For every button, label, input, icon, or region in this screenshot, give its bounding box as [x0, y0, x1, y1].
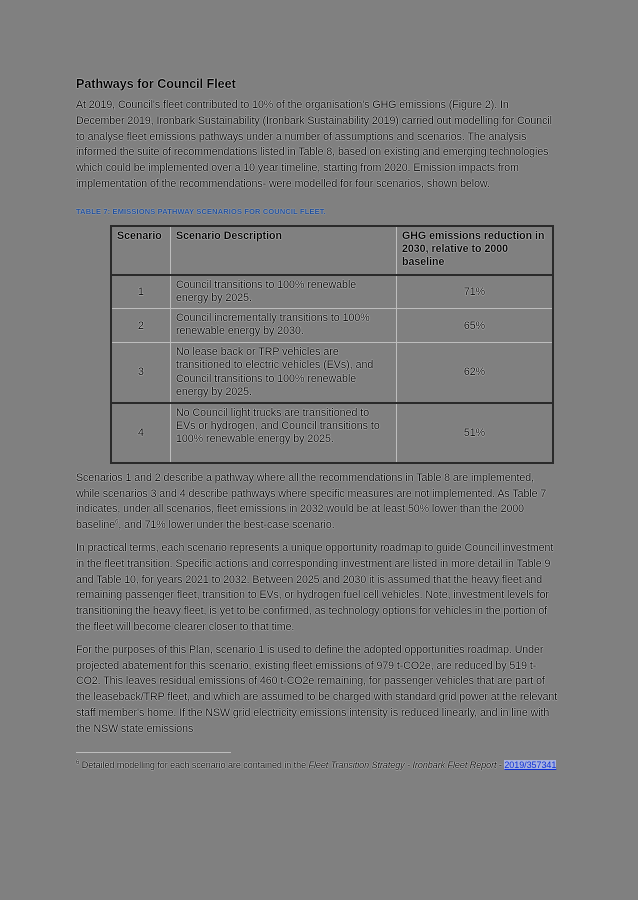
cell-reduction: 51% — [397, 403, 554, 463]
document-page — [76, 76, 560, 771]
paragraph-practical: In practical terms, each scenario represents a unique opportunity roadmap to guide Council investment in the fleet transition. Specific actions and corresponding investment are listed in more detail in Table 9 and Table 10, for years 2021 to 2032. Between 2025 and 2030 it is assumed that the heavy fleet and remaining passenger fleet, transition to EVs, or hydrogen fuel cell vehicles. Note, investment levels for transitioning the heavy fleet, is yet to be confirmed, as technology options for vehicles in the portion of the fleet will become clearer closer to that time. — [76, 541, 554, 633]
cell-reduction: 71% — [397, 275, 554, 309]
footnote-reference[interactable]: 6 — [115, 519, 119, 526]
paragraph-scenarios — [76, 471, 560, 534]
paragraph-intro: At 2019, Council's fleet contributed to 10% of the organisation's GHG emissions (Figure 2). In December 2019, Ironbark Sustainability (Ironbark Sustainability 2019) carried out modelling for Council to analyse fleet emissions pathways under a number of assumptions and scenarios. The analysis informed the suite of recommendations listed in Table 8, based on existing and emerging technologies which could be implemented over a 10 year timeline, starting from 2020. Emission impacts from implementation of the recommendations- were modelled for four scenarios, shown below. — [76, 99, 552, 190]
cell-description: Council transitions to 100% renewable energy by 2025. — [171, 275, 397, 309]
scenarios-text-a: Scenarios 1 and 2 describe a pathway where all the recommendations in Table 8 are implemented, while scenarios 3 and 4 describe pathways where specific measures are not implemented. As Table 7 indicates, under all scenarios, fleet emissions in 2032 would be at least 50% lower than the 2000 baseline — [76, 471, 547, 532]
scenarios-text-b: , and 71% lower under the best-case scenario. — [118, 519, 335, 532]
cell-scenario: 2 — [111, 309, 171, 343]
cell-description: No Council light trucks are transitioned to EVs or hydrogen, and Council transitions to 100% renewable energy by 2025. — [171, 403, 397, 463]
section-heading: Pathways for Council Fleet — [76, 77, 236, 91]
footnote-separator: - — [496, 759, 505, 770]
footnote — [76, 759, 560, 772]
header-description: Scenario Description — [171, 226, 397, 275]
cell-reduction: 62% — [397, 343, 554, 403]
table-caption: TABLE 7: EMISSIONS PATHWAY SCENARIOS FOR COUNCIL FLEET. — [76, 206, 326, 216]
cell-scenario: 3 — [111, 343, 171, 403]
cell-description: No lease back or TRP vehicles are transitioned to electric vehicles (EVs), and Council transitions to 100% renewable energy by 2025. — [171, 343, 397, 403]
header-reduction: GHG emissions reduction in 2030, relative to 2000 baseline — [397, 226, 554, 275]
scenarios-table — [110, 225, 554, 464]
table-row — [111, 343, 553, 403]
table-row — [111, 403, 553, 463]
cell-scenario: 1 — [111, 275, 171, 309]
footnote-text: Detailed modelling for each scenario are contained in the — [79, 759, 309, 770]
footnote-report-title: Fleet Transition Strategy - Ironbark Fleet Report — [308, 759, 497, 770]
table-row — [111, 309, 553, 343]
header-scenario: Scenario — [111, 226, 171, 275]
cell-reduction: 65% — [397, 309, 554, 343]
table-row — [111, 275, 553, 309]
footnote-divider — [76, 752, 231, 753]
paragraph-purposes: For the purposes of this Plan, scenario 1 is used to define the adopted opportunities roadmap. Under projected abatement for this scenario, existing fleet emissions of 979 t-CO2e, are reduced by 519 t-CO2. This leaves residual emissions of 460 t-CO2e remaining, for passenger vehicles that are part of the leaseback/TRP fleet, and which are assumed to be charged with standard grid power at the relevant staff member's home. If the NSW grid electricity emissions intensity is reduced linearly, and in line with the NSW state emissions — [76, 643, 558, 735]
footnote-record-link[interactable]: 2019/357341 — [504, 759, 557, 770]
footnote-marker: 6 — [76, 759, 80, 766]
cell-scenario: 4 — [111, 403, 171, 463]
table-header-row — [111, 226, 553, 275]
cell-description: Council incrementally transitions to 100% renewable energy by 2030. — [171, 309, 397, 343]
